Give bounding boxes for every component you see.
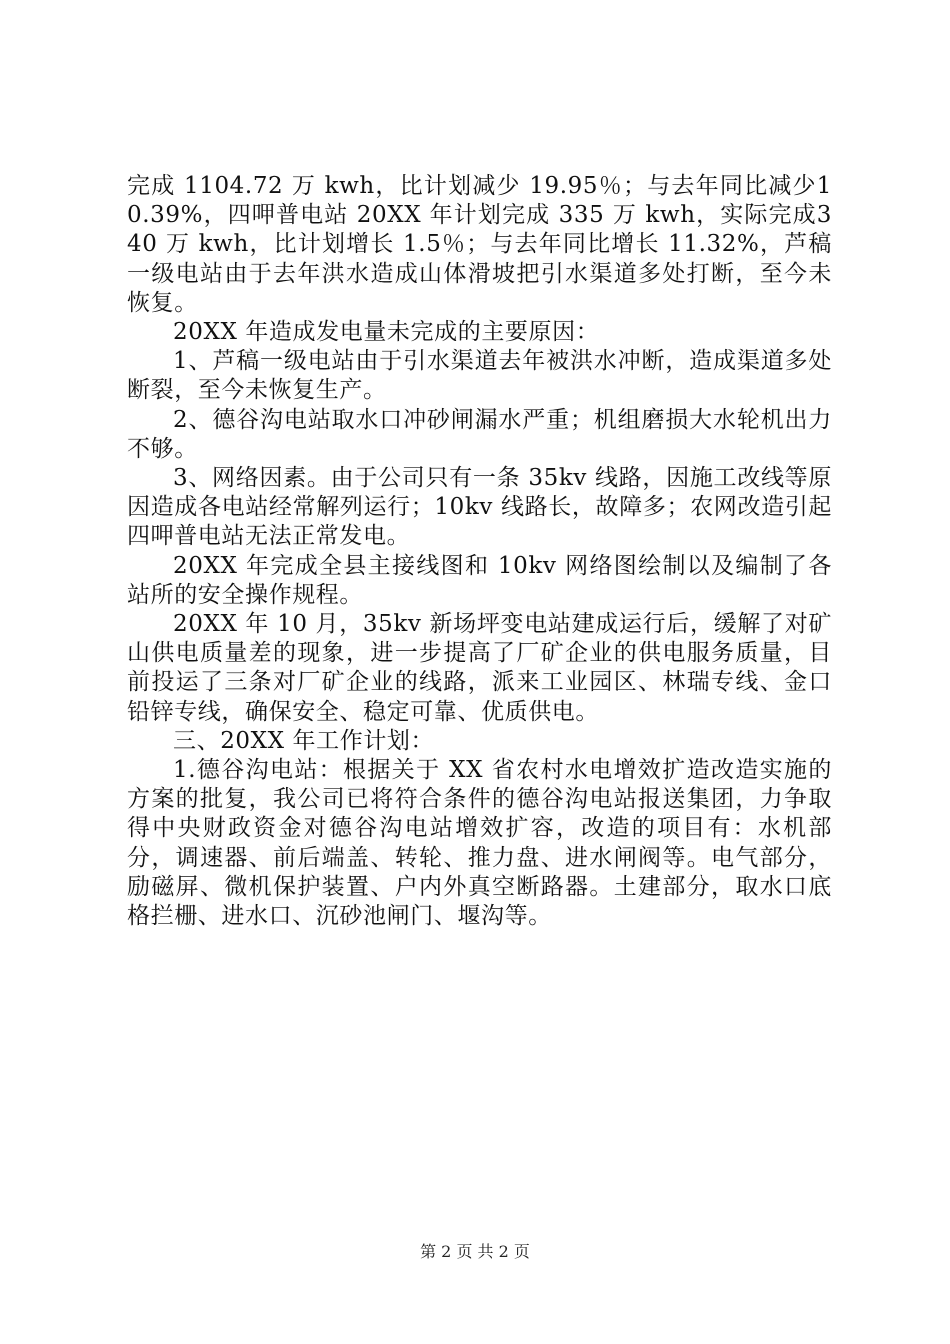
paragraph-reason-1: 1、芦稿一级电站由于引水渠道去年被洪水冲断，造成渠道多处断裂，至今未恢复生产。 (127, 348, 832, 404)
paragraph-wiring-diagram: 20XX 年完成全县主接线图和 10kv 网络图绘制以及编制了各站所的安全操作规程。 (127, 552, 832, 608)
section-heading-work-plan: 三、20XX 年工作计划： (173, 727, 435, 754)
paragraph-substation: 20XX 年 10 月，35kv 新场坪变电站建成运行后，缓解了对矿山供电质量差的现象，进一步提高了厂矿企业的供电服务质量，目前投运了三条对厂矿企业的线路，派来工业园区、林瑞专线、金口铅锌专线，确保安全、稳定可靠、优质供电。 (127, 611, 832, 725)
document-body (127, 172, 832, 931)
paragraph-plan-item-1: 1.德谷沟电站：根据关于 XX 省农村水电增效扩造改造实施的方案的批复，我公司已将符合条件的德谷沟电站报送集团，力争取得中央财政资金对德谷沟电站增效扩容，改造的项目有：水机部分，调速器、前后端盖、转轮、推力盘、进水闸阀等。电气部分，励磁屏、微机保护装置、户内外真空断路器。土建部分，取水口底格拦栅、进水口、沉砂池闸门、堰沟等。 (127, 757, 832, 930)
page-number-footer: 第 2 页 共 2 页 (420, 1242, 530, 1261)
paragraph-reason-2: 2、德谷沟电站取水口冲砂闸漏水严重；机组磨损大水轮机出力不够。 (127, 406, 832, 462)
paragraph-continuation: 完成 1104.72 万 kwh，比计划减少 19.95％；与去年同比减少10.39%，四呷普电站 20XX 年计划完成 335 万 kwh，实际完成340 万 kwh，比计划增长 1.5％；与去年同比增长 11.32%，芦稿一级电站由于去年洪水造成山体滑坡把引水渠道多处打断，至今未恢复。 (127, 173, 832, 316)
paragraph-reason-3: 3、网络因素。由于公司只有一条 35kv 线路，因施工改线等原因造成各电站经常解列运行；10kv 线路长，故障多；农网改造引起四呷普电站无法正常发电。 (127, 465, 832, 550)
paragraph-reasons-heading: 20XX 年造成发电量未完成的主要原因： (173, 319, 600, 346)
